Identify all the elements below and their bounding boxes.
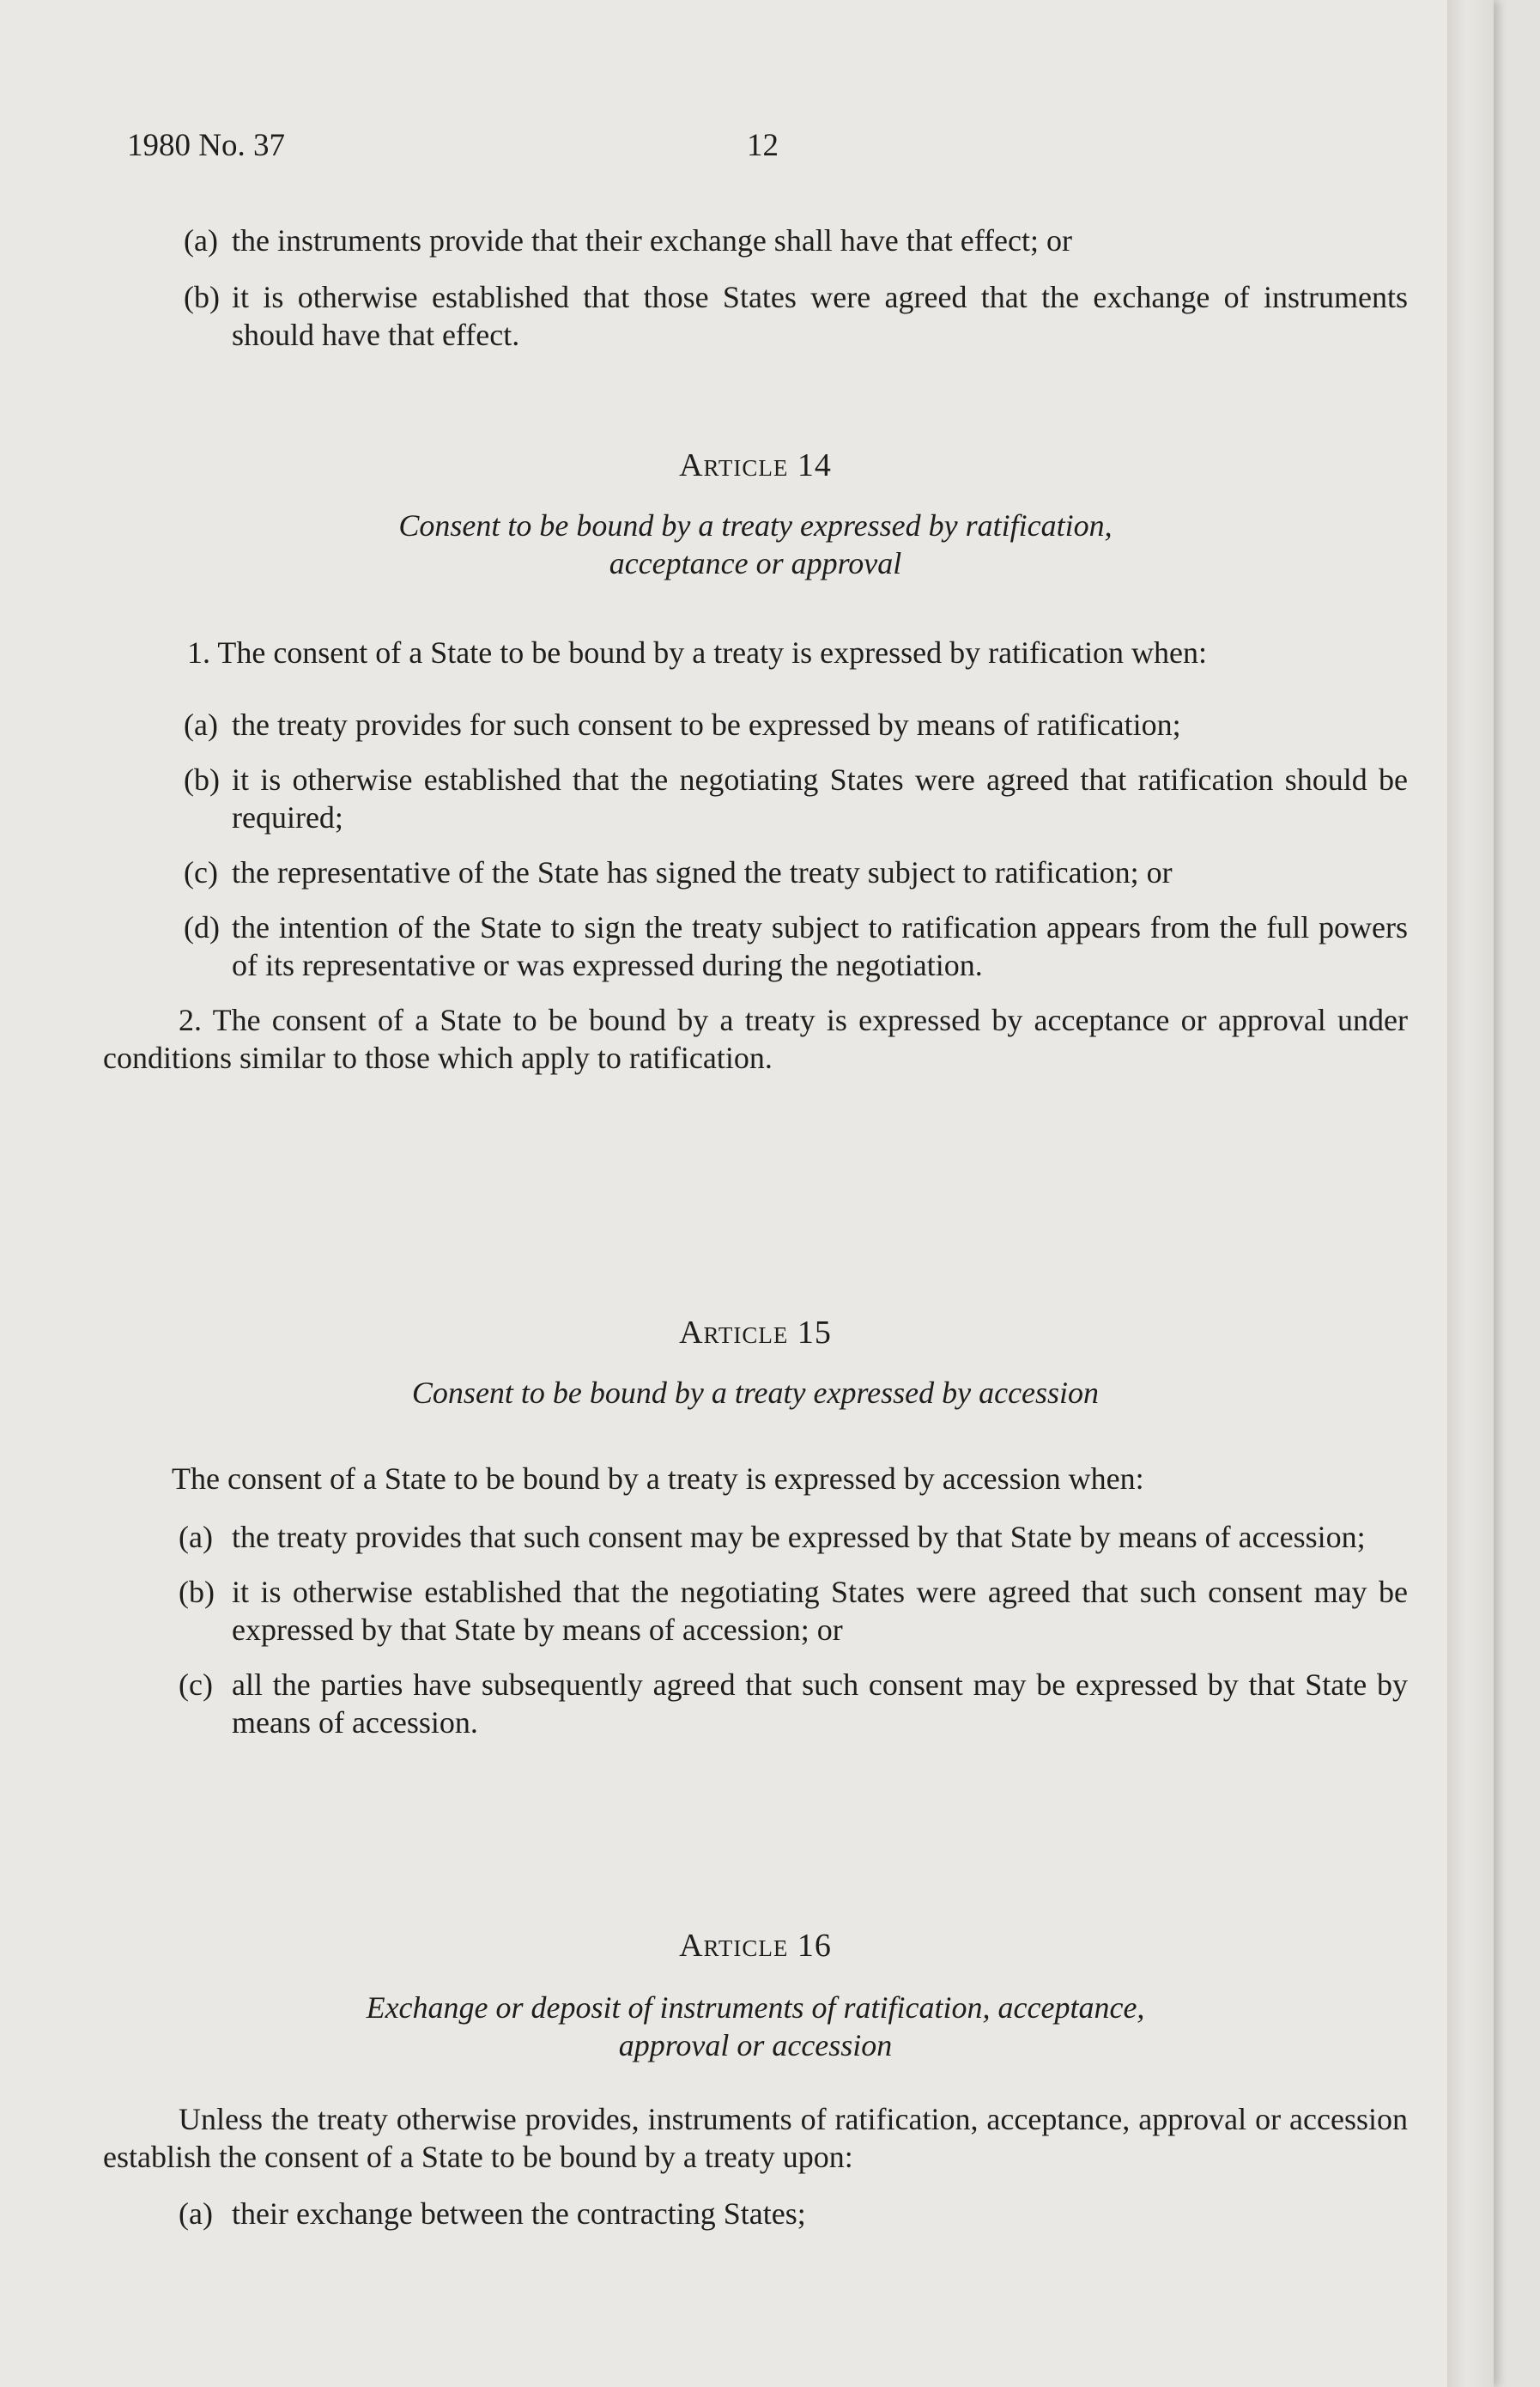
article-14-body xyxy=(103,634,1408,1077)
list-item xyxy=(103,1573,1408,1649)
item-label: (b) xyxy=(179,1575,215,1609)
item-text: the instruments provide that their exchange shall have that effect; or xyxy=(232,223,1072,258)
list-item xyxy=(103,761,1408,836)
item-label: (d) xyxy=(184,910,220,944)
article-16-body xyxy=(103,2100,1408,2232)
item-text: their exchange between the contracting States; xyxy=(232,2196,806,2231)
list-item xyxy=(103,222,1408,259)
list-item xyxy=(103,908,1408,984)
item-text: it is otherwise established that those States were agreed that the exchange of instruments should have that effect. xyxy=(232,280,1408,352)
article-16-subtitle xyxy=(103,1989,1408,2064)
page-edge-shadow xyxy=(1447,0,1494,2387)
article-15-body xyxy=(103,1460,1408,1741)
article-14-heading: Article 14 xyxy=(679,447,832,483)
item-text: the representative of the State has signed the treaty subject to ratification; or xyxy=(232,855,1173,890)
item-text: it is otherwise established that the negotiating States were agreed that ratification should be required; xyxy=(232,762,1408,835)
header-year-number: 1980 No. 37 xyxy=(127,128,285,163)
article-14-para-2: 2. The consent of a State to be bound by a treaty is expressed by acceptance or approval under conditions similar to those which apply to ratification. xyxy=(103,1003,1408,1075)
subtitle-line: approval or accession xyxy=(618,2028,893,2062)
list-item xyxy=(103,1666,1408,1741)
page-number: 12 xyxy=(747,128,779,163)
list-item xyxy=(103,2195,1408,2232)
article-15-para: The consent of a State to be bound by a treaty is expressed by accession when: xyxy=(172,1461,1144,1496)
item-text: it is otherwise established that the negotiating States were agreed that such consent may be expressed by that State by means of accession; or xyxy=(232,1575,1408,1647)
item-label: (a) xyxy=(184,223,218,258)
article-14-subtitle xyxy=(103,507,1408,582)
item-label: (a) xyxy=(184,708,218,742)
item-text: the treaty provides for such consent to be expressed by means of ratification; xyxy=(232,708,1181,742)
article-14-para-1: 1. The consent of a State to be bound by a treaty is expressed by ratification when: xyxy=(187,635,1207,670)
item-label: (b) xyxy=(184,280,220,314)
list-item xyxy=(103,1518,1408,1556)
item-label: (c) xyxy=(184,855,218,890)
list-item xyxy=(103,278,1408,354)
subtitle-line: Consent to be bound by a treaty expressed by ratification, xyxy=(398,508,1113,543)
article-16-para: Unless the treaty otherwise provides, instruments of ratification, acceptance, approval or accession establish the consent of a State to be bound by a treaty upon: xyxy=(103,2102,1408,2174)
list-item xyxy=(103,853,1408,891)
list-item xyxy=(103,706,1408,744)
article-15-subtitle: Consent to be bound by a treaty expressed by accession xyxy=(411,1376,1100,1410)
item-label: (a) xyxy=(179,2196,213,2231)
article-15-heading: Article 15 xyxy=(679,1315,832,1351)
item-text: the intention of the State to sign the treaty subject to ratification appears from the full powers of its representative or was expressed during the negotiation. xyxy=(232,910,1408,982)
item-text: all the parties have subsequently agreed that such consent may be expressed by that State by means of accession. xyxy=(232,1667,1408,1740)
intro-list xyxy=(103,222,1408,354)
article-16-heading: Article 16 xyxy=(679,1928,832,1964)
item-text: the treaty provides that such consent may be expressed by that State by means of accession; xyxy=(232,1520,1366,1554)
item-label: (b) xyxy=(184,762,220,797)
subtitle-line: Exchange or deposit of instruments of ratification, acceptance, xyxy=(366,1990,1145,2025)
item-label: (c) xyxy=(179,1667,213,1702)
subtitle-line: acceptance or approval xyxy=(609,546,902,580)
item-label: (a) xyxy=(179,1520,213,1554)
